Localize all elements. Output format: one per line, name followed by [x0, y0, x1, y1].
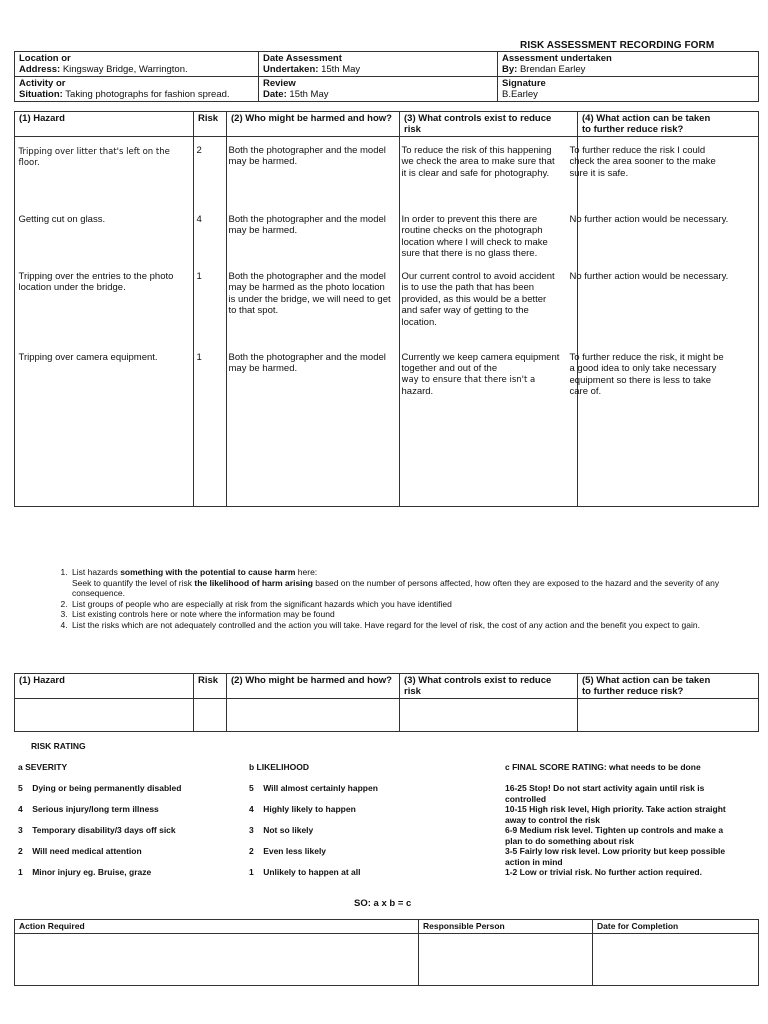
controls-4-line-c: hazard. — [401, 386, 434, 397]
review-label: Review — [263, 78, 296, 89]
who-2: Both the photographer and the model may be harmed. — [228, 213, 386, 236]
date-assessment-label: Date Assessment — [263, 53, 342, 64]
hazard-2: Getting cut on glass. — [18, 213, 106, 225]
hazard-table-header — [15, 112, 759, 137]
final-10-15: 10-15 High risk level, High priority. Take action straight away to control the risk — [505, 804, 726, 825]
info-table — [14, 51, 759, 102]
review-date-label: Date: — [263, 89, 287, 100]
signature-value: B.Earley — [502, 89, 538, 100]
signature-label: Signature — [502, 78, 546, 89]
by-label: By: — [502, 64, 518, 75]
responsible-person-header: Responsible Person — [419, 920, 593, 934]
who-3: Both the photographer and the model may be harmed as the photo location is under the bridge, we will need to get to that spot. — [228, 270, 391, 316]
instructions — [50, 567, 740, 630]
instruction-1-a: List hazards — [72, 567, 121, 577]
severity-5: 5 Dying or being permanently disabled — [18, 783, 182, 793]
hazard-1: Tripping over litter that's left on the floor. — [18, 146, 170, 168]
t2-header-controls: (3) What controls exist to reduce risk — [400, 674, 578, 699]
risk-1: 2 — [196, 144, 202, 156]
formula: SO: a x b = c — [354, 898, 412, 909]
date-assessment-cell — [259, 52, 498, 77]
activity-label: Activity or — [19, 78, 66, 89]
header-who: (2) Who might be harmed and how? — [227, 112, 400, 137]
instruction-1-f: based on the number of persons affected, how often they are exposed to the hazard and the severity of any consequence. — [72, 577, 720, 598]
action-table-row — [15, 934, 759, 986]
hazard-table-2 — [14, 673, 759, 732]
location-label: Location or — [19, 53, 71, 64]
date-for-completion-header: Date for Completion — [593, 920, 759, 934]
action-column — [569, 137, 759, 507]
t2-header-hazard: (1) Hazard — [15, 674, 194, 699]
t2-header-action: (5) What action can be taken to further reduce risk? — [578, 674, 759, 699]
final-16-25: 16-25 Stop! Do not start activity again until risk is controlled — [505, 783, 705, 804]
instruction-4: 4. List the risks which are not adequately controlled and the action you will take. Have regard for the level of risk, the cost of any action and the benefit you expect to gain. — [70, 620, 740, 631]
situation-label: Situation: — [19, 89, 63, 100]
review-date-value: 15th May — [289, 89, 329, 100]
severity-4: 4 Serious injury/long term illness — [18, 804, 159, 814]
action-table-header — [15, 920, 759, 934]
instruction-2: 2. List groups of people who are especially at risk from the significant hazards which you have identified — [70, 599, 740, 610]
action-3: No further action would be necessary. — [569, 270, 729, 282]
instruction-1-b: something with the potential to cause harm — [120, 567, 296, 577]
address-value: Kingsway Bridge, Warrington. — [62, 64, 188, 75]
instruction-1-c: here: — [295, 567, 318, 577]
t2-risk-cell[interactable] — [194, 699, 227, 732]
action-required-header: Action Required — [15, 920, 419, 934]
hazard-4: Tripping over camera equipment. — [18, 351, 158, 363]
t2-hazard-cell[interactable] — [15, 699, 194, 732]
final-score-title: c FINAL SCORE RATING: what needs to be done — [505, 762, 701, 772]
hazard-3: Tripping over the entries to the photo location under the bridge. — [18, 270, 174, 293]
risk-rating-title: RISK RATING — [31, 741, 86, 751]
likelihood-2: 2 Even less likely — [249, 846, 327, 856]
assessment-by-cell — [498, 52, 759, 77]
date-for-completion-cell[interactable] — [593, 934, 759, 986]
hazard-table-2-row — [15, 699, 759, 732]
action-2: No further action would be necessary. — [569, 213, 729, 225]
hazard-table-body — [15, 137, 759, 507]
who-column — [227, 137, 400, 507]
controls-3: Our current control to avoid accident is to use the path that has been provided, as this would be a better and safer way of getting to the location. — [401, 270, 555, 328]
address-label: Address: — [19, 64, 61, 75]
likelihood-title: b LIKELIHOOD — [249, 762, 309, 772]
instruction-1-d: Seek to quantify the level of risk — [72, 577, 195, 588]
location-cell — [15, 52, 259, 77]
action-4: To further reduce the risk, it might be a good idea to only take necessary equipment so there is less to take care of. — [569, 351, 724, 397]
situation-value: Taking photographs for fashion spread. — [65, 89, 230, 100]
action-table — [14, 919, 759, 986]
header-controls: (3) What controls exist to reduce risk — [400, 112, 578, 137]
hazard-table — [14, 111, 759, 507]
t2-who-cell[interactable] — [227, 699, 400, 732]
activity-cell — [15, 77, 259, 102]
controls-1: To reduce the risk of this happening we check the area to make sure that it is clear and safe for photography. — [401, 144, 555, 179]
signature-cell — [498, 77, 759, 102]
hazard-table-2-header — [15, 674, 759, 699]
review-cell — [259, 77, 498, 102]
t2-action-cell[interactable] — [578, 699, 759, 732]
final-6-9: 6-9 Medium risk level. Tighten up controls and make a plan to do something about risk — [505, 825, 724, 846]
controls-2: In order to prevent this there are routine checks on the photograph location where I will check to make sure that there is no glass there. — [401, 213, 548, 259]
by-value: Brendan Earley — [519, 64, 586, 75]
t2-header-who: (2) Who might be harmed and how? — [227, 674, 400, 699]
risk-column — [194, 137, 227, 507]
header-action: (4) What action can be taken to further reduce risk? — [578, 112, 759, 137]
t2-controls-cell[interactable] — [400, 699, 578, 732]
action-1: To further reduce the risk I could check the area sooner to the make sure it is safe. — [569, 144, 716, 179]
header-hazard: (1) Hazard — [15, 112, 194, 137]
action-required-cell[interactable] — [15, 934, 419, 986]
risk-2: 4 — [196, 213, 202, 225]
controls-4-line-b: way to ensure that there isn't a — [401, 374, 536, 385]
risk-3: 1 — [196, 270, 202, 282]
instruction-1-e: the likelihood of harm arising — [194, 577, 313, 588]
hazard-column — [15, 137, 194, 507]
who-1: Both the photographer and the model may be harmed. — [228, 144, 386, 167]
final-1-2: 1-2 Low or trivial risk. No further action required. — [505, 867, 702, 877]
final-3-5: 3-5 Fairly low risk level. Low priority but keep possible action in mind — [505, 846, 726, 867]
responsible-person-cell[interactable] — [419, 934, 593, 986]
form-title: RISK ASSESSMENT RECORDING FORM — [520, 40, 715, 51]
who-4: Both the photographer and the model may be harmed. — [228, 351, 386, 374]
instruction-3: 3. List existing controls here or note where the information may be found — [70, 609, 740, 620]
controls-4 — [402, 352, 560, 398]
assessment-undertaken-label: Assessment undertaken — [502, 53, 612, 64]
severity-2: 2 Will need medical attention — [18, 846, 142, 856]
likelihood-5: 5 Will almost certainly happen — [249, 783, 378, 793]
severity-3: 3 Temporary disability/3 days off sick — [18, 825, 176, 835]
severity-title: a SEVERITY — [18, 762, 68, 772]
instruction-1 — [70, 567, 740, 599]
controls-4-line-a: Currently we keep camera equipment together and out of the — [401, 351, 560, 374]
t2-header-risk: Risk — [194, 674, 227, 699]
likelihood-3: 3 Not so likely — [249, 825, 314, 835]
undertaken-value: 15th May — [321, 64, 361, 75]
likelihood-4: 4 Highly likely to happen — [249, 804, 356, 814]
risk-4: 1 — [196, 351, 202, 363]
controls-column — [400, 137, 578, 507]
severity-1: 1 Minor injury eg. Bruise, graze — [18, 867, 152, 877]
likelihood-1: 1 Unlikely to happen at all — [249, 867, 361, 877]
header-risk: Risk — [194, 112, 227, 137]
undertaken-label: Undertaken: — [263, 64, 319, 75]
